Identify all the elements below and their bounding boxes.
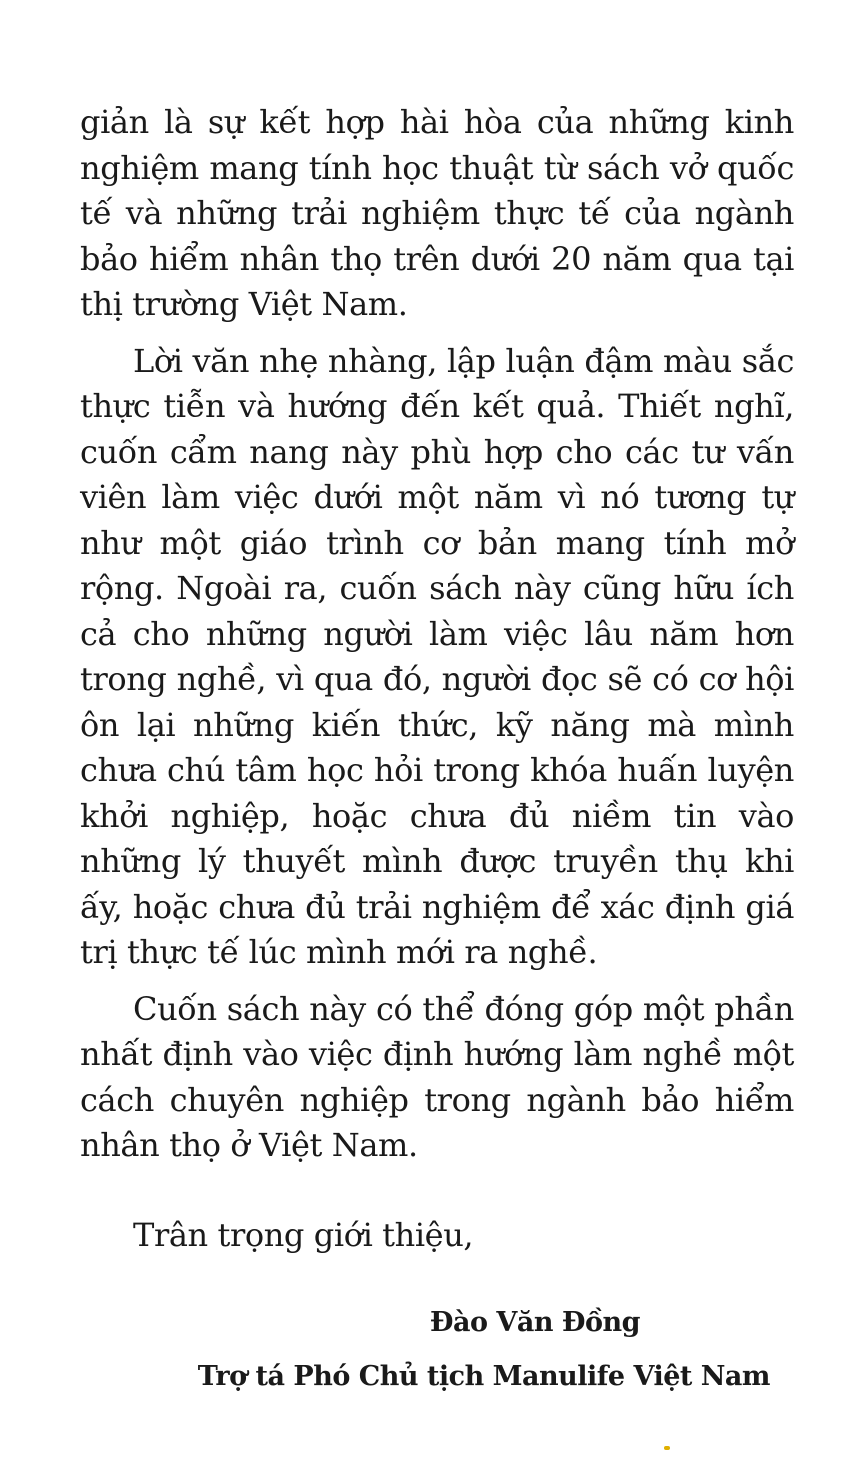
closing-line: Trân trọng giới thiệu,: [133, 1215, 474, 1254]
signature-name: Đào Văn Đồng: [429, 1307, 640, 1338]
paragraph-1: giản là sự kết hợp hài hòa của những kinh nghiệm mang tính học thuật từ sách vở quốc tế và những trải nghiệm thực tế của ngành bảo hiểm nhân thọ trên dưới 20 năm qua tại thị trường Việt Nam.: [80, 103, 794, 323]
signature-block: [80, 1296, 794, 1404]
print-speck-mark: [664, 1446, 670, 1450]
signature-title: Trợ tá Phó Chủ tịch Manulife Việt Nam: [197, 1361, 770, 1392]
paragraph-2: Lời văn nhẹ nhàng, lập luận đậm màu sắc thực tiễn và hướng đến kết quả. Thiết nghĩ, cuốn cẩm nang này phù hợp cho các tư vấn viên làm việc dưới một năm vì nó tương tự như một giáo trình cơ bản mang tính mở rộng. Ngoài ra, cuốn sách này cũng hữu ích cả cho những người làm việc lâu năm hơn trong nghề, vì qua đó, người đọc sẽ có cơ hội ôn lại những kiến thức, kỹ năng mà mình chưa chú tâm học hỏi trong khóa huấn luyện khởi nghiệp, hoặc chưa đủ niềm tin vào những lý thuyết mình được truyền thụ khi ấy, hoặc chưa đủ trải nghiệm để xác định giá trị thực tế lúc mình mới ra nghề.: [80, 341, 794, 971]
paragraph-3: Cuốn sách này có thể đóng góp một phần nhất định vào việc định hướng làm nghề một cách chuyên nghiệp trong ngành bảo hiểm nhân thọ ở Việt Nam.: [80, 989, 794, 1164]
document-page: [80, 100, 794, 1404]
